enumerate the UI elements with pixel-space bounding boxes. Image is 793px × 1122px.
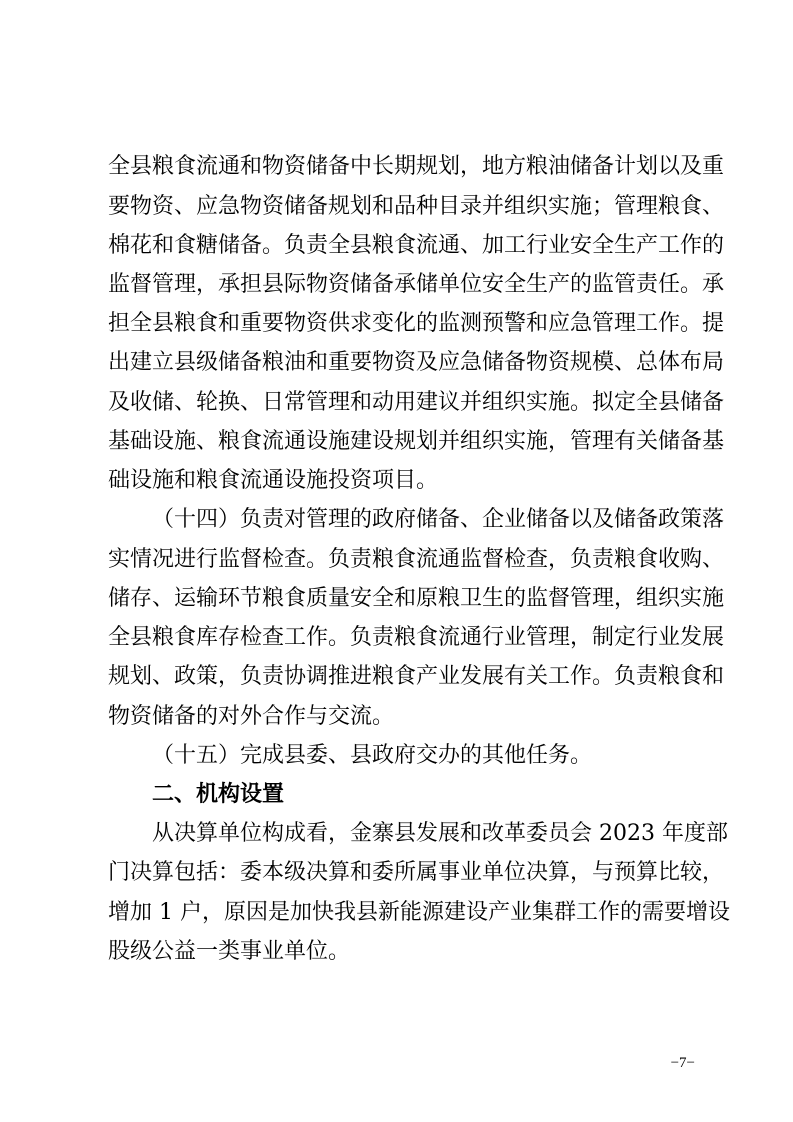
paragraph-line: 全县粮食库存检查工作。负责粮食流通行业管理，制定行业发展 bbox=[108, 625, 725, 650]
page-number: −7− bbox=[670, 1055, 695, 1071]
paragraph-line: 基础设施、粮食流通设施建设规划并组织实施，管理有关储备基 bbox=[108, 429, 725, 454]
paragraph-line: 全县粮食流通和物资储备中长期规划，地方粮油储备计划以及重 bbox=[108, 154, 725, 179]
paragraph-line: 棉花和食糖储备。负责全县粮食流通、加工行业安全生产工作的 bbox=[108, 233, 725, 258]
section-heading: 二、机构设置 bbox=[152, 782, 285, 807]
paragraph-line: 及收储、轮换、日常管理和动用建议并组织实施。拟定全县储备 bbox=[108, 390, 725, 415]
paragraph-line: 储存、运输环节粮食质量安全和原粮卫生的监督管理，组织实施 bbox=[108, 586, 725, 611]
paragraph-line: 增加 1 户，原因是加快我县新能源建设产业集群工作的需要增设 bbox=[108, 900, 730, 925]
paragraph-line: （十五）完成县委、县政府交办的其他任务。 bbox=[152, 743, 593, 768]
paragraph-line: 物资储备的对外合作与交流。 bbox=[108, 704, 395, 729]
paragraph-line: 规划、政策，负责协调推进粮食产业发展有关工作。负责粮食和 bbox=[108, 664, 725, 689]
paragraph-line: 门决算包括：委本级决算和委所属事业单位决算，与预算比较， bbox=[108, 860, 725, 885]
paragraph-line: 础设施和粮食流通设施投资项目。 bbox=[108, 468, 439, 493]
paragraph-line: 从决算单位构成看，金寨县发展和改革委员会 2023 年度部 bbox=[152, 821, 728, 846]
paragraph-line: 出建立县级储备粮油和重要物资及应急储备物资规模、总体布局 bbox=[108, 350, 725, 375]
paragraph-line: 实情况进行监督检查。负责粮食流通监督检查，负责粮食收购、 bbox=[108, 547, 725, 572]
paragraph-line: 担全县粮食和重要物资供求变化的监测预警和应急管理工作。提 bbox=[108, 311, 725, 336]
paragraph-line: 股级公益一类事业单位。 bbox=[108, 939, 351, 964]
paragraph-line: （十四）负责对管理的政府储备、企业储备以及储备政策落 bbox=[152, 507, 725, 532]
paragraph-line: 要物资、应急物资储备规划和品种目录并组织实施；管理粮食、 bbox=[108, 194, 725, 219]
paragraph-line: 监督管理，承担县际物资储备承储单位安全生产的监管责任。承 bbox=[108, 272, 725, 297]
